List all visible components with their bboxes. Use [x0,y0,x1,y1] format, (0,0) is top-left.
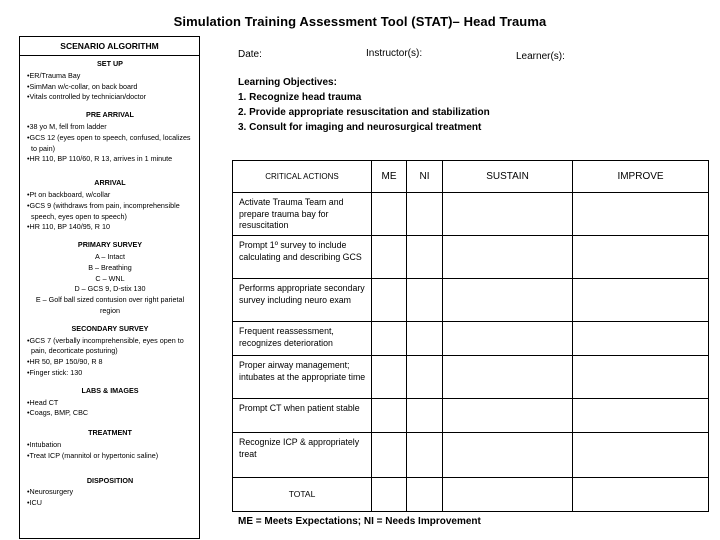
list-item: •GCS 9 (withdraws from pain, incomprehensible speech, eyes open to speech) [27,200,180,221]
sustain-cell[interactable] [443,193,573,236]
list-item: A – Intact [95,251,125,261]
section-title: PRIMARY SURVEY [77,240,143,250]
critical-actions-table [232,160,709,512]
instructor-label: Instructor(s): [366,48,423,59]
ni-cell[interactable] [407,322,443,356]
section-title: PRE ARRIVAL [86,110,134,120]
learning-objectives [238,75,490,135]
improve-cell[interactable] [573,322,709,356]
list-item: B – Breathing [88,262,132,272]
table-row [233,356,709,399]
list-item: •Head CT [27,397,59,407]
section-title: SET UP [97,59,123,68]
list-item: •Vitals controlled by technician/doctor [27,92,147,102]
table-row [233,236,709,279]
list-item: •GCS 7 (verbally incomprehensible, eyes open to pain, decorticate posturing) [27,335,184,356]
improve-cell[interactable] [573,279,709,322]
improve-cell[interactable] [573,399,709,433]
me-total-cell[interactable] [372,478,407,512]
list-item: •ER/Trauma Bay [27,70,81,80]
sustain-cell[interactable] [443,236,573,279]
critical-actions-header: CRITICAL ACTIONS [233,161,372,193]
improve-cell[interactable] [573,193,709,236]
objective-item: 1. Recognize head trauma [238,92,362,103]
ni-cell[interactable] [407,356,443,399]
ni-cell[interactable] [407,193,443,236]
improve-header: IMPROVE [573,161,709,193]
ni-total-cell[interactable] [407,478,443,512]
objective-item: 2. Provide appropriate resuscitation and stabilization [238,107,490,118]
treatment-section [27,428,193,461]
sustain-total-cell[interactable] [443,478,573,512]
table-row [233,399,709,433]
improve-cell[interactable] [573,433,709,478]
total-label: TOTAL [233,478,372,512]
list-item: •Neurosurgery [27,487,74,497]
ni-cell[interactable] [407,399,443,433]
list-item: •Pt on backboard, w/collar [27,189,111,199]
action-cell: Prompt 1º survey to include calculating and describing GCS [233,236,372,279]
list-item: •Coags, BMP, CBC [27,408,89,418]
ni-cell[interactable] [407,433,443,478]
labs-images-section [27,386,193,419]
me-cell[interactable] [372,193,407,236]
improve-cell[interactable] [573,236,709,279]
list-item: •Intubation [27,439,62,449]
objective-item: 3. Consult for imaging and neurosurgical treatment [238,122,482,133]
action-cell: Activate Trauma Team and prepare trauma bay for resuscitation [233,193,372,236]
list-item: •HR 110, BP 110/60, R 13, arrives in 1 minute [27,154,173,164]
sustain-cell[interactable] [443,433,573,478]
table-row [233,279,709,322]
action-cell: Frequent reassessment, recognizes deterioration [233,322,372,356]
section-title: LABS & IMAGES [81,385,139,395]
page-title: Simulation Training Assessment Tool (STAT)– Head Trauma [173,14,547,29]
date-label: Date: [238,49,262,60]
pre-arrival-section [27,110,193,165]
me-cell[interactable] [372,356,407,399]
list-item: •Finger stick: 130 [27,367,83,377]
objectives-heading: Learning Objectives: [238,77,337,88]
disposition-section [27,476,193,509]
table-row [233,322,709,356]
improve-cell[interactable] [573,356,709,399]
ni-header: NI [407,161,443,193]
action-cell: Recognize ICP & appropriately treat [233,433,372,478]
action-cell: Performs appropriate secondary survey including neuro exam [233,279,372,322]
setup-section [27,59,193,103]
sustain-cell[interactable] [443,322,573,356]
list-item: •HR 110, BP 140/95, R 10 [27,222,110,232]
arrival-section [27,178,193,233]
section-title: TREATMENT [88,428,132,438]
scenario-algorithm-header: SCENARIO ALGORITHM [20,37,199,56]
me-cell[interactable] [372,322,407,356]
list-item: D – GCS 9, D-stix 130 [74,284,146,294]
sustain-cell[interactable] [443,399,573,433]
secondary-survey-section [27,324,193,379]
ni-cell[interactable] [407,279,443,322]
scenario-algorithm-panel [19,36,200,539]
section-title: ARRIVAL [94,178,126,188]
list-item: E – Golf ball sized contusion over right parietal region [35,295,185,315]
list-item: •SimMan w/c-collar, on back board [27,81,138,91]
action-cell: Prompt CT when patient stable [233,399,372,433]
sustain-header: SUSTAIN [443,161,573,193]
list-item: •GCS 12 (eyes open to speech, confused, localizes to pain) [27,132,191,153]
list-item: •ICU [27,498,42,508]
action-cell: Proper airway management; intubates at the appropriate time [233,356,372,399]
total-row [233,478,709,512]
list-item: •Treat ICP (mannitol or hypertonic saline) [27,450,159,460]
list-item: •HR 50, BP 150/90, R 8 [27,357,103,367]
learner-label: Learner(s): [516,51,565,62]
me-cell[interactable] [372,433,407,478]
legend-text: ME = Meets Expectations; NI = Needs Improvement [238,516,481,527]
table-row [233,193,709,236]
table-header-row [233,161,709,193]
list-item: C – WNL [95,273,125,283]
improve-total-cell[interactable] [573,478,709,512]
me-cell[interactable] [372,279,407,322]
table-row [233,433,709,478]
sustain-cell[interactable] [443,356,573,399]
me-cell[interactable] [372,236,407,279]
primary-survey-section [27,240,193,317]
list-item: •38 yo M, fell from ladder [27,121,107,131]
section-title: DISPOSITION [86,475,134,485]
me-header: ME [372,161,407,193]
me-cell[interactable] [372,399,407,433]
section-title: SECONDARY SURVEY [71,323,149,333]
ni-cell[interactable] [407,236,443,279]
sustain-cell[interactable] [443,279,573,322]
